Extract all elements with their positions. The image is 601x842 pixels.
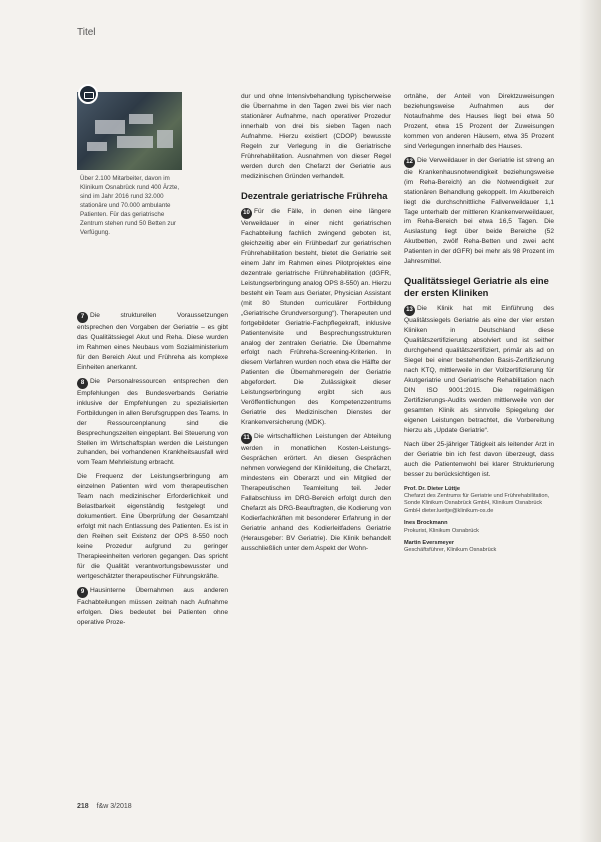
section-label: Titel [77, 27, 96, 38]
paragraph: 10 Für die Fälle, in denen eine längere Verweildauer in einer nicht geriatrischen Fachabteilung fachlich zwingend geboten ist, gleichzeitig aber ein Frühbedarf zur geriatrischen Frührehabilitation besteht, bietet die Geriatrie seit einem Jahr im Rahmen eines Pilotprojektes eine dezentrale geriatrische Frührehabilitation (dGFR, Leistungserbringung analog OPS 8-550) an. Hierzu besteht ein Team aus Geriater, Physician Assistant (mit 80 Stunden curriculärer Fortbildung „Geriatrische Grundversorgung“). Therapeuten und fortgebildeter Geriatrie-Fachpflegekraft, inklusive Patientenvisite und Besprechungsstrukturen analog der zentralen Geriatrie. Die Übernahme erfolgt nach Frühreha-Screening-Kriterien. In diesem Verfahren wurden noch etwa die Hälfte der Patienten die Übernahmeregeln der Geriatrie abgefordert. Die Zulässigkeit dieser Leistungserbringung ergibt sich aus Veröffentlichungen des Kompetenzzentrums Geriatrie des Medizinischen Dienstes der Krankenversicherung (MDK). [241, 208, 391, 427]
text-column-3 [404, 92, 554, 560]
author-entry [404, 486, 554, 516]
paragraph: Die Frequenz der Leistungserbringung am einzelnen Patienten wird vom therapeutischen Team nach medizinischer Erforderlichkeit und Belastbarkeit eigenständig festgelegt und dokumentiert. Eine Überprüfung der Gesamtzahl erfolgt mit nach Entlassung des Patienten. Es ist in den Reihen seit Existenz der OPS 8-550 noch keine Prozedur aufgrund zu geringer Therapieeinheiten verloren gegangen. Das spricht für die Qualität verantwortungsbewusster und wertgeschätzter therapeutischer Führungskräfte. [77, 473, 228, 580]
section-heading: Dezentrale geriatrische Frühreha [241, 189, 388, 201]
text-column-1 [77, 311, 228, 632]
paragraph: Nach über 25-jähriger Tätigkeit als leitender Arzt in der Geriatrie bin ich fest davon überzeugt, dass auch die Patientenwohl bei klarer Strukturierung besser zu berücksichtigen ist. [404, 440, 554, 478]
paragraph: 9 Hausinterne Übernahmen aus anderen Fachabteilungen müssen zeitnah nach Aufnahme erfolgen. Dies bedeutet bei Patienten ohne operative Proze- [77, 586, 228, 626]
author-name: Ines Brockmann [404, 520, 448, 527]
number-badge: 12 [404, 157, 415, 168]
author-details: Geschäftsführer, Klinikum Osnabrück [404, 547, 497, 554]
camera-icon [78, 84, 98, 104]
author-info [404, 486, 554, 555]
paragraph: 7 Die strukturellen Voraussetzungen entsprechen den Vorgaben der Geriatrie – es gibt das Qualitätssiegel Akut und Reha. Diese wurden im Rahmen eines Neubaus vom Sozialministerium für den Bereich Akut und Frühreha als komplexe Einheiten anerkannt. [77, 312, 228, 371]
number-badge: 13 [404, 305, 415, 316]
number-badge: 9 [77, 587, 88, 598]
author-details: Prokurist, Klinikum Osnabrück [404, 527, 479, 534]
paragraph: 11 Die wirtschaftlichen Leistungen der Abteilung werden in monatlichen Kosten-Leistungs-Gesprächen erörtert. An diesen Gesprächen nehmen vorwiegend der Klinikleitung, die Chefarzt, mindestens ein Oberarzt und ein Mitglied der Therapeutischen Teamleitung teil. Jeder Fallabschluss im DRG-Bereich erfolgt durch den Chefarzt als DRG-Beauftragten, die Kodierung von Kodierfachkräften mit besonderer Erfahrung in der Geriatrie anhand des Kodierleitfadens Geriatrie (Herausgeber: BV Geriatrie). Die Klinik behandelt ausschließlich unter dem Aspekt der Wohn- [241, 433, 391, 552]
number-badge: 10 [241, 208, 252, 219]
author-name: Prof. Dr. Dieter Lüttje [404, 485, 460, 492]
author-entry [404, 520, 554, 535]
paragraph: dur und ohne Intensivbehandlung typischerweise die Übernahme in den Tagen zwei bis vier nach stationärer Aufnahme, nach operativer Prozedur innerhalb von drei bis sieben Tagen nach Aufnahme. Hierzu existiert (CDOP) bewusste Regeln zur Verlegung in die Geriatrische Frührehabilitation. Ausnahmen von dieser Regel werden durch den Chefarzt der Geriatrie aus medizinischen Gründen verhandelt. [241, 93, 391, 180]
paragraph: ortnähe, der Anteil von Direktzuweisungen beziehungsweise Aufnahmen aus der Notaufnahme des Hauses liegt bei etwa 50 Prozent, etwa 15 Prozent der Zuweisungen kommen von anderen Häusern, etwa 35 Prozent sind Verlegungen innerhalb des Hauses. [404, 93, 554, 150]
paragraph: 8 Die Personalressourcen entsprechen den Empfehlungen des Bundesverbands Geriatrie inklusive der Empfehlungen zu spezialisierten Fortbildungen in allen Berufsgruppen des Teams. In der Ressourcenplanung sind die Besprechungszeiten eingeplant. Bei Steuerung von Stellen im Wirtschaftsplan werden die Leistungen zuhanden, bei vorhandenen Krankheitsausfall wird vom Team Mehrleistung erbracht. [77, 377, 228, 467]
page-number: 218 [77, 803, 89, 810]
paragraph: 13 Die Klinik hat mit Einführung des Qualitätssiegels Geriatrie als eine der vier ersten Kliniken in Deutschland diese Qualitätszertifizierung absolviert und ist seither durchgehend qualitätszertifiziert, primär als ad on Siegel bei einer bestehenden Basis-Zertifizierung nach KTQ, mittlerweile in der Vollzertifizierung für Akutgeriatrie und Geriatrische Rehabilitation nach DIN ISO 9001:2015. Die regelmäßigen Zertifizierungs-Audits werden mittlerweile von der gesamten Klinik als sinnvolle Spiegelung der eigenen Leistungen betrachtet, die Vorbereitung hierzu als „Update Geriatrie“. [404, 305, 554, 434]
number-badge: 11 [241, 433, 252, 444]
section-heading: Qualitätssiegel Geriatrie als eine der ersten Kliniken [404, 275, 549, 298]
author-entry [404, 540, 554, 555]
photo-caption: Über 2.100 Mitarbeiter, davon im Klinikum Osnabrück rund 400 Ärzte, sind im Jahr 2016 rund 32.000 stationäre und 70.000 ambulante Patienten. Für das geriatrische Zentrum stehen rund 50 Betten zur Verfügung. [80, 175, 180, 236]
paragraph: 12 Die Verweildauer in der Geriatrie ist streng an die Krankenhausnotwendigkeit beziehungsweise (im Reha-Bereich) an die Notwendigkeit zur stationären Behandlung gekoppelt. Im Akutbereich liegt die durchschnittliche Fallverweildauer 1,1 Tage unterhalb der mittleren Krankenverweildauer, im Reha-Bereich bei etwa 16,5 Tagen. Die Auslastung liegt über beide Bereiche (52 Akutbetten, zwölf Reha-Betten und zwei acht Patienten in der dGFR) bei mehr als 98 Prozent im Jahresmittel. [404, 156, 554, 266]
author-name: Martin Eversmeyer [404, 539, 455, 546]
magazine-issue: f&w 3/2018 [96, 803, 132, 810]
page-footer [77, 803, 132, 810]
hospital-aerial-photo [77, 92, 182, 170]
author-details: Chefarzt des Zentrums für Geriatrie und Frührehabilitation, Sonde Klinikum Osnabrück GmbH, Klinikum Osnabrück GmbH dieter.luettje@klinikum-os.de [404, 492, 550, 514]
number-badge: 8 [77, 378, 88, 389]
text-column-2 [241, 92, 391, 558]
number-badge: 7 [77, 312, 88, 323]
